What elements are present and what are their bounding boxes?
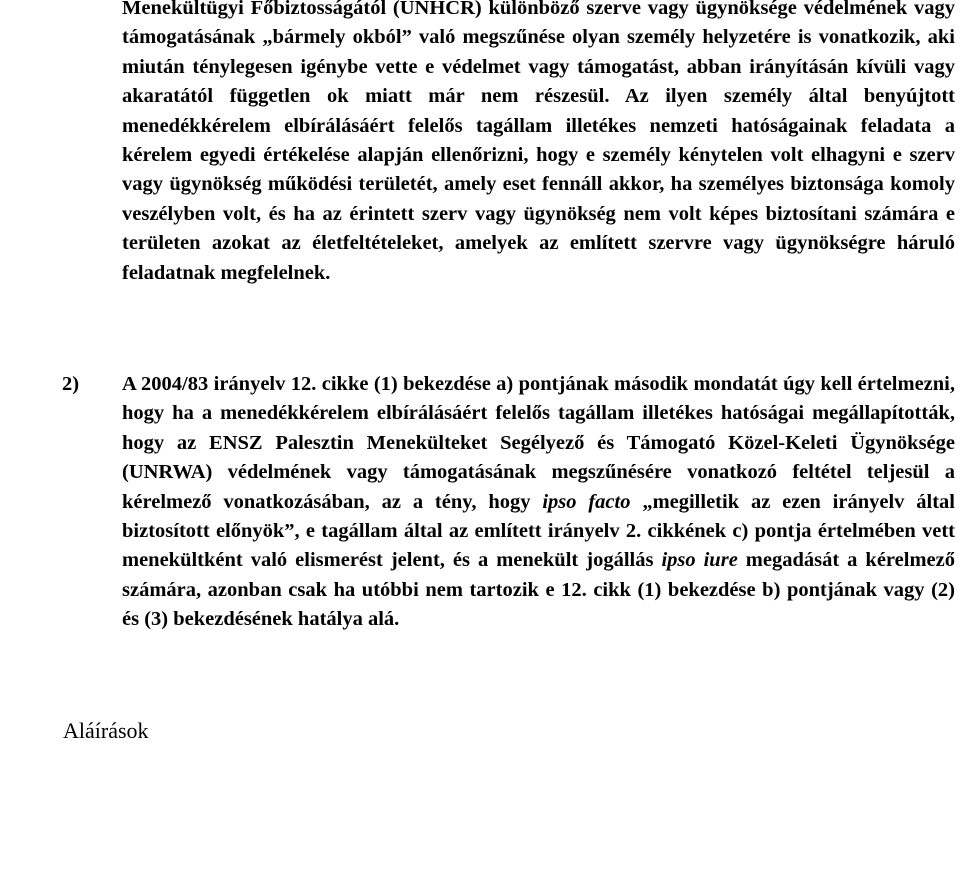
- paragraph-2-italic-ipso-facto: ipso facto: [542, 490, 631, 513]
- paragraph-2-italic-ipso-iure: ipso iure: [661, 549, 738, 572]
- signatures-heading: Aláírások: [63, 718, 149, 743]
- ruling-paragraph-1: Menekültügyi Főbiztosságától (UNHCR) különböző szerve vagy ügynöksége védelmének vagy támogatásának „bármely okból” való megszűnése olyan személy helyzetére is vonatkozik, aki miután ténylegesen igénybe vette e védelmet vagy támogatást, abban irányításán kívüli vagy akaratától független ok miatt már nem részesül. Az ilyen személy által benyújtott menedékkérelem elbírálásáért felelős tagállam illetékes nemzeti hatóságainak feladata a kérelem egyedi értékelése alapján ellenőrizni, hogy e személy kénytelen volt elhagyni e szerv vagy ügynökség működési területét, amely eset fennáll akkor, ha személyes biztonsága komoly veszélyben volt, és ha az érintett szerv vagy ügynökség nem volt képes biztosítani számára e területen azokat az életfeltételeket, amelyek az említett szervre vagy ügynökségre háruló feladatnak megfelelnek.: [122, 0, 955, 284]
- paragraph-2-text-part-3: megadását a kérelmező számára, azonban csak ha utóbbi nem tartozik e 12. cikk (1) bekezdése b) pontjának vagy (2) és (3) bekezdésének hatálya alá.: [122, 549, 955, 631]
- paragraph-2-text-part-2: „megilletik az ezen irányelv által biztosított előnyök”, e tagállam által az említett irányelv 2. cikkének c) pontja értelmében vett menekültként való elismerést jelent, és a menekült jogállás: [122, 490, 955, 572]
- ruling-paragraph-2: [122, 370, 955, 635]
- paragraph-2-text-part-1: A 2004/83 irányelv 12. cikke (1) bekezdése a) pontjának második mondatát úgy kell értelmezni, hogy ha a menedékkérelem elbírálásáért felelős tagállam illetékes hatóságai megállapították, hogy az ENSZ Palesztin Menekülteket Segélyező és Támogató Közel-Keleti Ügynöksége (UNRWA) védelmének vagy támogatásának megszűnésére vonatkozó feltétel teljesül a kérelmező vonatkozásában, az a tény, hogy: [122, 373, 955, 513]
- ruling-paragraph-2-number: 2): [62, 373, 80, 395]
